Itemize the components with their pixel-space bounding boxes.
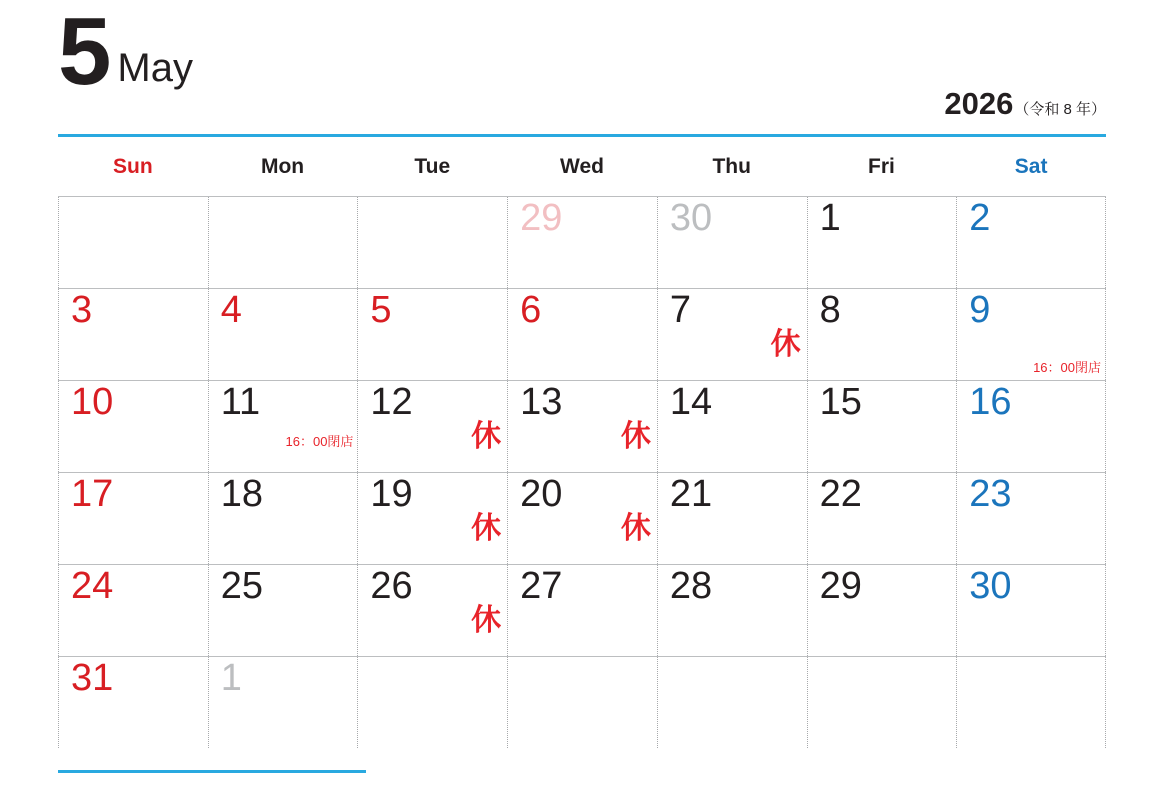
day-cell[interactable] bbox=[58, 289, 208, 380]
day-number: 1 bbox=[819, 197, 841, 239]
weekday-wed: Wed bbox=[560, 154, 604, 178]
day-number: 7 bbox=[669, 289, 691, 331]
closed-mark: 休 bbox=[770, 328, 801, 361]
day-cell[interactable] bbox=[357, 289, 507, 380]
closed-mark: 休 bbox=[620, 420, 651, 453]
day-number: 5 bbox=[370, 289, 392, 331]
day-cell[interactable] bbox=[357, 657, 507, 748]
weekday-sun: Sun bbox=[113, 154, 153, 178]
day-number: 3 bbox=[71, 289, 93, 331]
day-cell[interactable] bbox=[657, 565, 807, 656]
weekday-sat: Sat bbox=[1014, 154, 1048, 178]
day-number: 19 bbox=[370, 473, 413, 515]
week-row bbox=[58, 565, 1106, 657]
day-number: 4 bbox=[220, 289, 242, 331]
day-cell[interactable] bbox=[58, 473, 208, 564]
closed-mark: 休 bbox=[471, 420, 502, 453]
day-number: 13 bbox=[520, 381, 563, 423]
day-number: 15 bbox=[819, 381, 862, 423]
calendar-header bbox=[58, 0, 1106, 124]
day-number: 30 bbox=[669, 197, 713, 239]
weekday-fri: Fri bbox=[868, 154, 895, 178]
day-cell[interactable] bbox=[657, 657, 807, 748]
day-cell[interactable] bbox=[58, 197, 208, 288]
day-number: 18 bbox=[220, 473, 263, 515]
day-cell[interactable] bbox=[208, 657, 358, 748]
day-cell[interactable] bbox=[507, 657, 657, 748]
day-number: 2 bbox=[969, 197, 991, 239]
day-cell[interactable] bbox=[807, 565, 957, 656]
day-number: 9 bbox=[969, 289, 991, 331]
day-cell[interactable] bbox=[807, 381, 957, 472]
day-cell[interactable] bbox=[956, 473, 1106, 564]
day-cell[interactable] bbox=[507, 473, 657, 564]
day-number: 16 bbox=[969, 381, 1012, 423]
day-cell[interactable] bbox=[208, 289, 358, 380]
day-number: 29 bbox=[520, 197, 563, 239]
day-cell[interactable] bbox=[507, 197, 657, 288]
day-cell[interactable] bbox=[357, 473, 507, 564]
day-cell[interactable] bbox=[357, 381, 507, 472]
day-number: 11 bbox=[220, 381, 261, 423]
day-cell[interactable] bbox=[807, 473, 957, 564]
calendar-grid bbox=[58, 137, 1106, 748]
day-cell[interactable] bbox=[956, 657, 1106, 748]
day-cell[interactable] bbox=[58, 657, 208, 748]
day-number: 8 bbox=[819, 289, 841, 331]
week-row bbox=[58, 289, 1106, 381]
day-number: 20 bbox=[520, 473, 563, 515]
weeks-body bbox=[58, 196, 1106, 748]
day-number: 24 bbox=[71, 565, 114, 607]
day-cell[interactable] bbox=[208, 565, 358, 656]
day-cell[interactable] bbox=[58, 381, 208, 472]
weekday-thu: Thu bbox=[712, 154, 751, 178]
day-number: 30 bbox=[969, 565, 1012, 607]
day-cell[interactable] bbox=[807, 197, 957, 288]
day-number: 23 bbox=[969, 473, 1012, 515]
closed-mark: 休 bbox=[471, 512, 502, 545]
day-cell[interactable] bbox=[507, 381, 657, 472]
day-cell[interactable] bbox=[956, 289, 1106, 380]
day-number: 17 bbox=[71, 473, 114, 515]
day-cell[interactable] bbox=[357, 565, 507, 656]
day-number: 26 bbox=[370, 565, 413, 607]
weekday-mon: Mon bbox=[260, 154, 305, 178]
day-number: 1 bbox=[220, 657, 242, 699]
day-number: 12 bbox=[370, 381, 413, 423]
weekday-header-row bbox=[58, 137, 1106, 196]
closing-time-note: 16：00閉店 bbox=[285, 434, 354, 449]
day-number: 10 bbox=[71, 381, 114, 423]
day-cell[interactable] bbox=[807, 657, 957, 748]
day-number: 28 bbox=[669, 565, 713, 607]
month-title bbox=[58, 0, 193, 105]
day-number: 31 bbox=[71, 657, 114, 699]
day-cell[interactable] bbox=[507, 289, 657, 380]
day-cell[interactable] bbox=[657, 381, 807, 472]
day-number: 14 bbox=[669, 381, 713, 423]
day-number: 27 bbox=[520, 565, 563, 607]
day-number: 21 bbox=[669, 473, 713, 515]
day-cell[interactable] bbox=[208, 473, 358, 564]
day-cell[interactable] bbox=[58, 565, 208, 656]
year-number: 2026 bbox=[944, 86, 1014, 121]
day-cell[interactable] bbox=[956, 197, 1106, 288]
week-row bbox=[58, 381, 1106, 473]
week-row bbox=[58, 473, 1106, 565]
day-cell[interactable] bbox=[657, 289, 807, 380]
closed-mark: 休 bbox=[471, 604, 502, 637]
day-cell[interactable] bbox=[357, 197, 507, 288]
day-cell[interactable] bbox=[507, 565, 657, 656]
closed-mark: 休 bbox=[620, 512, 651, 545]
week-row bbox=[58, 657, 1106, 748]
day-cell[interactable] bbox=[208, 197, 358, 288]
month-name: May bbox=[117, 46, 193, 91]
footer-rule bbox=[58, 770, 366, 773]
closing-time-note: 16：00閉店 bbox=[1033, 360, 1101, 375]
day-cell[interactable] bbox=[657, 473, 807, 564]
year-title bbox=[944, 86, 1106, 122]
day-number: 25 bbox=[220, 565, 263, 607]
year-era: （令和 8 年） bbox=[1014, 101, 1106, 118]
day-cell[interactable] bbox=[208, 381, 358, 472]
day-cell[interactable] bbox=[657, 197, 807, 288]
day-cell[interactable] bbox=[956, 565, 1106, 656]
week-row bbox=[58, 197, 1106, 289]
day-cell[interactable] bbox=[807, 289, 957, 380]
month-number: 5 bbox=[58, 0, 110, 105]
day-number: 6 bbox=[520, 289, 542, 331]
day-number: 22 bbox=[819, 473, 862, 515]
day-number: 29 bbox=[819, 565, 862, 607]
day-cell[interactable] bbox=[956, 381, 1106, 472]
weekday-tue: Tue bbox=[414, 154, 451, 178]
